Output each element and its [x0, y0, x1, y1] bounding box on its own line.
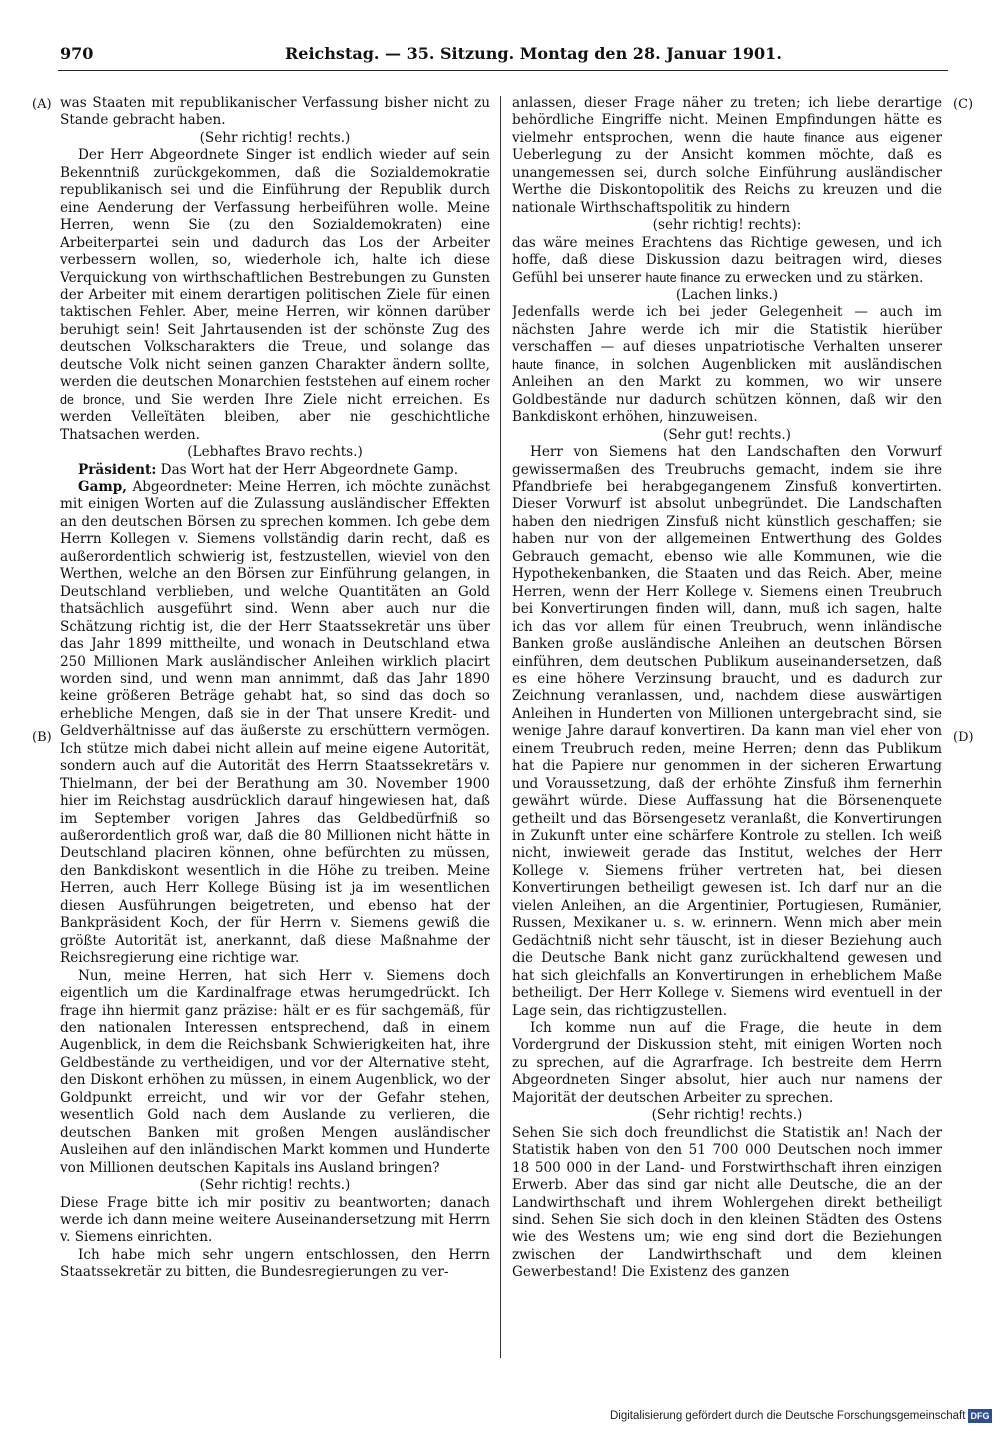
interjection: (sehr richtig! rechts):	[652, 217, 802, 234]
interjection: (Lebhaftes Bravo rechts.)	[187, 444, 363, 461]
paragraph: Diese Frage bitte ich mir positiv zu beantworten; danach werde ich dann meine weitere Auseinandersetzung mit Herrn v. Siemens einrichten.	[60, 1194, 490, 1246]
latin-phrase: haute finance	[763, 130, 845, 145]
paragraph: Herr von Siemens hat den Landschaften den Vorwurf gewissermaßen des Treubruchs gemacht, indem sie ihre Pfandbriefe bei herabgegangenem Zinsfuß konvertirten. Dieser Vorwurf ist absolut unbegründet. Die Landschaften haben den niedrigen Zinsfuß nicht künstlich geschaffen; sie haben nur von der allgemeinen Entwerthung des Goldes Gebrauch gemacht, ebenso wie alle Kommunen, wie die Hypothekenbanken, die Staaten und das Reich. Aber, meine Herren, wenn der Herr Kollege v. Siemens einen Treubruch bei Konvertirungen finden will, dann, muß ich sagen, halte ich das vor allem für einen Treubruch, wenn inländische Banken große ausländische Anleihen an deutschen Börsen einführen, dem deutschen Publikum auseinandersetzen, daß es eine höhere Verzinsung braucht, und es dadurch zur Zeichnung veranlassen, und, nachdem diese auswärtigen Anleihen in Hunderten von Millionen untergebracht sind, sie wenige Jahre darauf konvertiren. Da kann man viel eher von einem Treubruch reden, meine Herren; denn das Publikum hat die Papiere nur genommen in der sicheren Erwartung und Voraussetzung, daß der erhöhte Zinsfuß ihm fernerhin gewährt würde. Diese Auffassung hat die Börsenenquete getheilt und das Börsengesetz veranlaßt, die Konvertirungen in Zukunft unter eine schärfere Kontrole zu stellen. Ich weiß nicht, inwieweit gerade das Institut, welches der Herr Kollege v. Siemens früher vertreten hat, bei diesen Konvertirungen betheiligt gewesen ist. Ich darf nur an die vielen Anleihen, an die Argentinier, Portugiesen, Rumänier, Russen, Mexikaner u. s. w. erinnern. Wenn mich aber mein Gedächtniß nicht sehr täuscht, ist in dieser Beziehung auch die Deutsche Bank nicht ganz zurückhaltend gewesen und hat sich gleichfalls an Konvertirungen in erheblichem Maße betheiligt. Der Herr Kollege v. Siemens wird eventuell in der Lage sein, das richtigzustellen.	[512, 444, 942, 1019]
interjection: (Sehr gut! rechts.)	[663, 426, 791, 443]
page-header	[60, 44, 945, 70]
paragraph: anlassen, dieser Frage näher zu treten; ich liebe derartige behördliche Eingriffe nicht. Meinen Empfindungen hätte es vielmehr entsprochen, wenn die haute finance aus eigener Ueberlegung zu der Ansicht kommen möchte, daß es unangemessen sei, durch solche Einführung ausländischer Werthe die Diskontopolitik des Reichs zu kreuzen und die nationale Wirthschaftspolitik zu hindern	[512, 95, 942, 216]
margin-letter-c: (C)	[953, 97, 974, 112]
dfg-logo-icon: DFG	[968, 1409, 992, 1423]
header-rule	[58, 70, 948, 71]
paragraph: Ich habe mich sehr ungern entschlossen, den Herrn Staatssekretär zu bitten, die Bundesregierungen zu ver-	[60, 1246, 490, 1281]
paragraph: Der Herr Abgeordnete Singer ist endlich wieder auf sein Bekenntniß zurückgekommen, daß die Sozialdemokratie republikanisch sei und die Einführung der Republik durch eine Aenderung der Verfassung herbeiführen wolle. Meine Herren, wenn Sie (zu den Sozialdemokraten) eine Arbeiterpartei sein und dadurch das Los der Arbeiter verbessern wollen, so, wiederhole ich, halte ich diese Verquickung von wirthschaftlichen Bestrebungen zu Gunsten der Arbeiter mit einem derartigen politischen Ziele für einen taktischen Fehler. Aber, meine Herren, wir können darüber beruhigt sein! Seit Jahrtausenden ist der schönste Zug des deutschen Volkscharakters die Treue, und solange das deutsche Volk nicht seinen ganzen Charakter ändern sollte, werden die deutschen Monarchien feststehen auf einem rocher de bronce, und Sie werden Ihre Ziele nicht erreichen. Es werden Velleïtäten bleiben, aber nie geschichtliche Thatsachen werden.	[60, 147, 490, 443]
page-number: 970	[60, 44, 94, 63]
latin-phrase: haute finance	[645, 270, 721, 285]
interjection: (Sehr richtig! rechts.)	[199, 129, 351, 146]
speaker-paragraph: Präsident: Das Wort hat der Herr Abgeordnete Gamp.	[78, 461, 459, 478]
running-title: Reichstag. — 35. Sitzung. Montag den 28. Januar 1901.	[285, 44, 782, 63]
margin-letter-a: (A)	[32, 97, 52, 112]
digitization-credit: Digitalisierung gefördert durch die Deutsche Forschungsgemeinschaft	[610, 1410, 966, 1422]
paragraph: Jedenfalls werde ich bei jeder Gelegenheit — auch im nächsten Jahre werde ich mir die Statistik hierüber verschaffen — auf dieses unpatriotische Verhalten unserer haute finance, in solchen Augenblicken mit ausländischen Anleihen an den Markt zu kommen, wo wir unsere Goldbestände nur dadurch schützen können, daß wir den Bankdiskont erhöhen, hinzuweisen.	[512, 304, 942, 426]
interjection: (Sehr richtig! rechts.)	[651, 1107, 803, 1124]
speaker-label: Präsident:	[78, 461, 157, 478]
paragraph: Sehen Sie sich doch freundlichst die Statistik an! Nach der Statistik haben von den 51 700 000 Deutschen noch immer 18 500 000 in der Land- und Forstwirthschaft ihren einzigen Erwerb. Aber das sind gar nicht alle Deutsche, die an der Landwirthschaft und ihrem Wohlergehen direkt betheiligt sind. Sehen Sie sich doch in den kleinen Städten des Ostens wie des Westens um; wie eng sind dort die Beziehungen zwischen der Landwirthschaft und dem kleinen Gewerbestand! Die Existenz des ganzen	[512, 1124, 942, 1281]
latin-phrase: rocher de bronce,	[60, 375, 490, 407]
margin-letter-b: (B)	[32, 730, 52, 745]
speaker-paragraph: Gamp, Abgeordneter: Meine Herren, ich möchte zunächst mit einigen Worten auf die Zulassung ausländischer Effekten an den deutschen Börsen zu sprechen kommen. Ich gebe dem Herrn Kollegen v. Siemens vollständig darin recht, daß es außerordentlich schwierig ist, festzustellen, wieviel von den Werthen, welche an den Börsen zur Einführung gelangen, in Deutschland verblieben, und welche Quantitäten an Gold thatsächlich ausgeführt sind. Wenn aber auch nur die Schätzung richtig ist, die der Herr Staatssekretär uns über das Jahr 1899 mittheilte, und wonach in Deutschland etwa 250 Millionen Mark ausländischer Anleihen wirklich placirt worden sind, und wenn man annimmt, daß das Jahr 1890 keine größeren Beträge gehabt hat, so sind das doch so erhebliche Mengen, daß sie in der That unsere Kredit- und Geldverhältnisse auf das äußerste zu erschüttern vermögen. Ich stütze mich dabei nicht allein auf meine eigene Autorität, sondern auch auf die Autorität des Herrn Staatssekretärs v. Thielmann, der bei der Berathung am 30. November 1900 hier im Reichstag ausdrücklich darauf hingewiesen hat, daß im September vorigen Jahres das Geldbedürfniß so außerordentlich groß war, daß die 80 Millionen nicht hätte in Deutschland placiren können, ohne befürchten zu müssen, den Bankdiskont wesentlich in die Höhe zu treiben. Meine Herren, auch Herr Kollege Büsing ist ja im wesentlichen diesen Ausführungen beigetreten, und ebenso hat der Bankpräsident Koch, der für Herrn v. Siemens gewiß die größte Autorität ist, anerkannt, daß diese Maßnahme der Reichsregierung eine richtige war.	[60, 478, 490, 967]
paragraph: das wäre meines Erachtens das Richtige gewesen, und ich hoffe, daß diese Diskussion dazu beitragen wird, dieses Gefühl bei unserer haute finance zu erwecken und zu stärken.	[512, 234, 942, 286]
right-column	[512, 95, 942, 1360]
left-column	[60, 95, 490, 1360]
margin-letter-d: (D)	[953, 730, 974, 745]
interjection: (Lachen links.)	[675, 286, 779, 303]
paragraph: Nun, meine Herren, hat sich Herr v. Siemens doch eigentlich um die Kardinalfrage etwas herumgedrückt. Ich frage ihn hiermit ganz präzise: hält er es für sachgemäß, für den nationalen Interessen entsprechend, daß in einem Augenblick, in dem die Reichsbank Schwierigkeiten hat, ihre Geldbestände zu vertheidigen, und vor der Alternative steht, den Diskont erhöhen zu müssen, in einem Augenblick, wo der Goldpunkt erreicht, und wir vor der Gefahr stehen, wesentlich Gold nach dem Auslande zu verlieren, die deutschen Banken mit großen Mengen ausländischer Ausleihen auf den inländischen Markt kommen und Hunderte von Millionen deutschen Kapitals ins Ausland bringen?	[60, 967, 490, 1176]
paragraph: was Staaten mit republikanischer Verfassung bisher nicht zu Stande gebracht haben.	[60, 95, 490, 129]
column-divider	[500, 96, 501, 1358]
latin-phrase: haute finance,	[512, 357, 599, 372]
speaker-label: Gamp,	[78, 478, 128, 495]
paragraph: Ich komme nun auf die Frage, die heute in dem Vordergrund der Diskussion steht, mit einigen Worten noch zu sprechen, auf die Agrarfrage. Ich bestreite dem Herrn Abgeordneten Singer absolut, hier auch nur namens der Majorität der deutschen Arbeiter zu sprechen.	[512, 1020, 942, 1106]
interjection: (Sehr richtig! rechts.)	[199, 1177, 351, 1194]
